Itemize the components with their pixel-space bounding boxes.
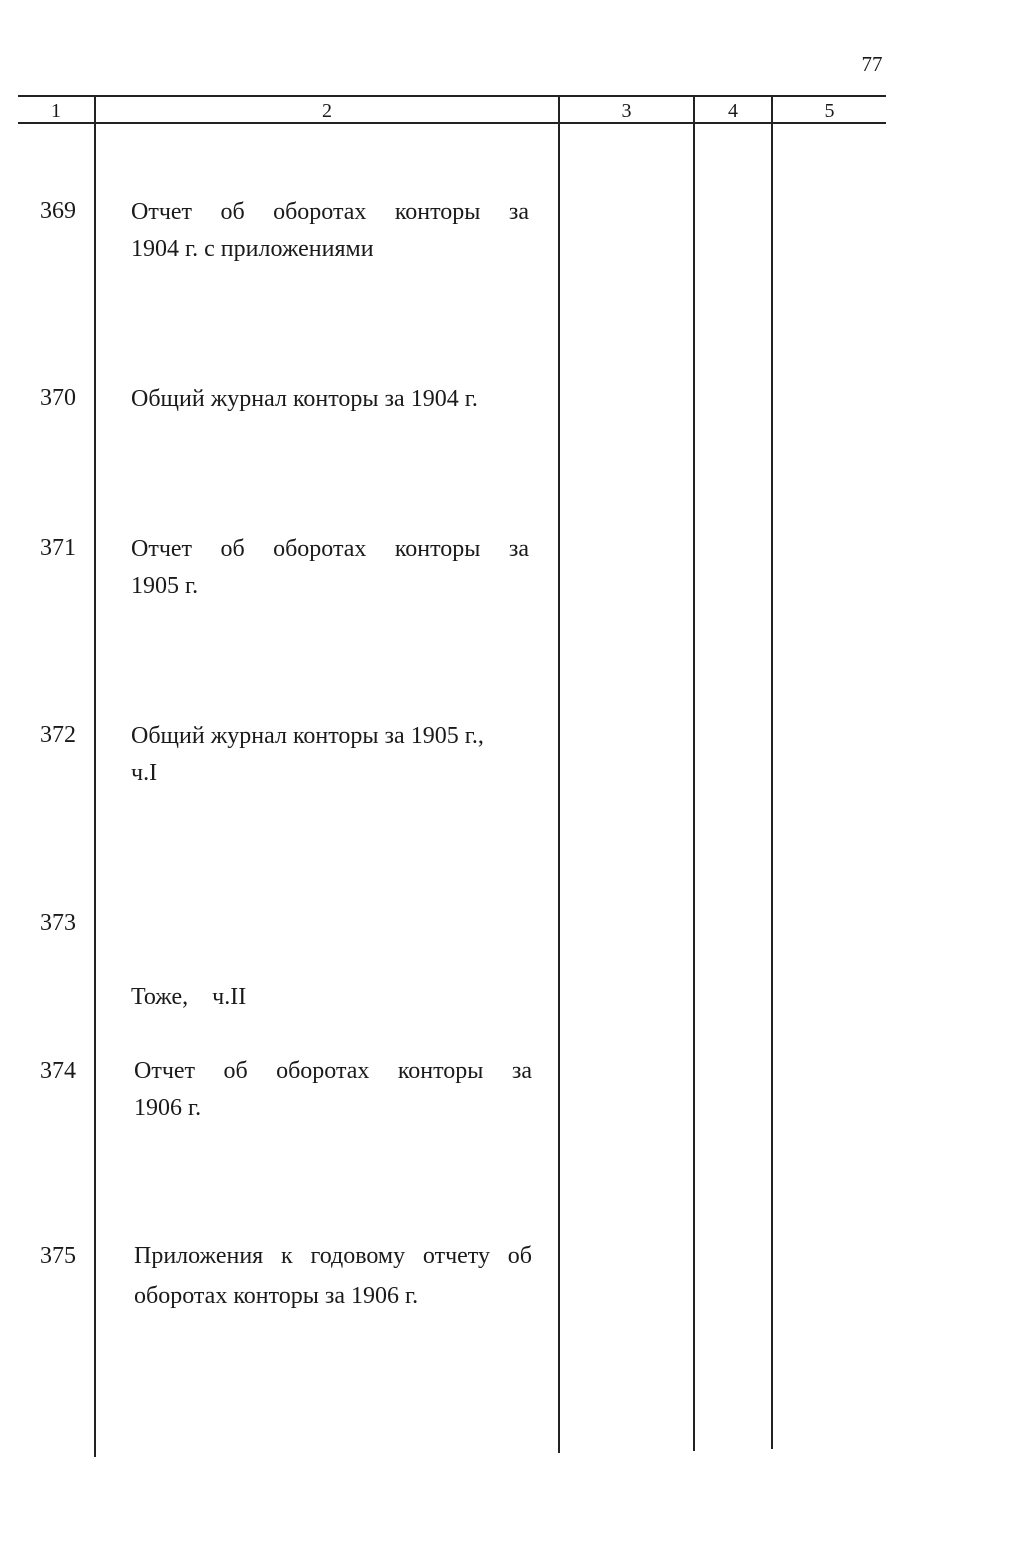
header-top-rule: [18, 95, 886, 97]
row-number: 375: [40, 1243, 76, 1269]
column-header: 2: [322, 100, 332, 122]
row-title: [131, 718, 529, 792]
column-divider: [94, 95, 96, 1457]
title-line: 1905 г.: [131, 573, 199, 599]
column-header: 3: [621, 100, 632, 122]
column-divider: [693, 95, 695, 1451]
column-header: 5: [824, 100, 835, 122]
title-line: Приложения к годовому отчету об: [134, 1243, 532, 1269]
row-title: [134, 1236, 532, 1316]
row-title: [131, 381, 529, 418]
row-title: [131, 531, 529, 605]
row-title: [134, 1053, 532, 1127]
column-header: 4: [728, 100, 738, 122]
row-number: 370: [40, 385, 76, 411]
title-line: оборотах конторы за 1906 г.: [134, 1283, 419, 1309]
title-line: Отчет об оборотах конторы за: [134, 1058, 532, 1084]
row-number: 374: [40, 1058, 76, 1084]
title-line: ч.I: [131, 760, 158, 786]
title-line: 1906 г.: [134, 1095, 202, 1121]
title-line: Отчет об оборотах конторы за: [131, 536, 529, 562]
column-divider: [558, 95, 560, 1453]
row-number: 373: [40, 910, 76, 936]
title-line: Тоже, ч.II: [131, 984, 247, 1010]
column-divider: [771, 95, 773, 1449]
row-number: 369: [40, 198, 76, 224]
title-line: Общий журнал конторы за 1905 г.,: [131, 723, 484, 749]
row-number: 372: [40, 722, 76, 748]
title-line: Отчет об оборотах конторы за: [131, 199, 529, 225]
title-line: Общий журнал конторы за 1904 г.: [131, 386, 478, 412]
row-number: 371: [40, 535, 76, 561]
row-title: [131, 194, 529, 268]
title-line: 1904 г. с приложениями: [131, 236, 374, 262]
page-number: 77: [861, 52, 883, 76]
column-header: 1: [51, 100, 61, 122]
